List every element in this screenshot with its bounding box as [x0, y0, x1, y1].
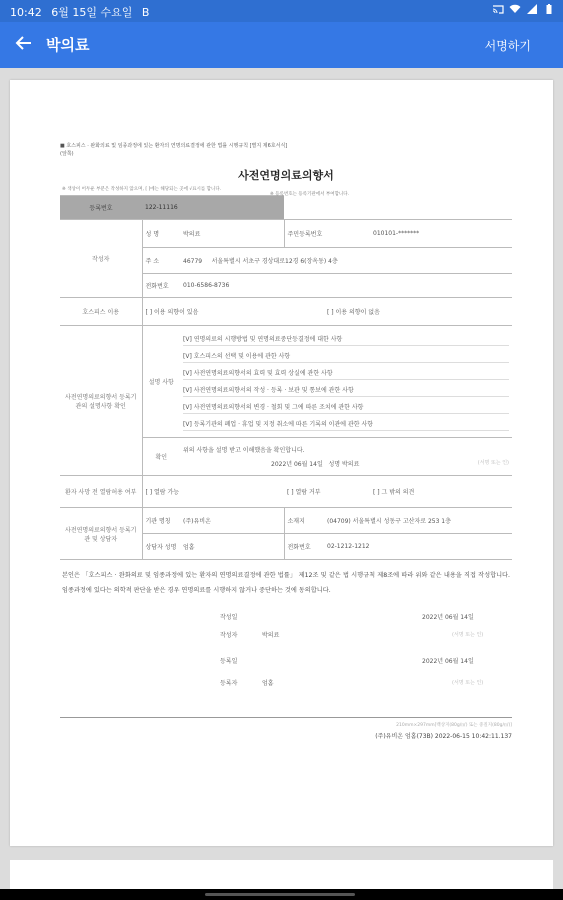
- registrar-name: 엄홈: [262, 680, 274, 687]
- law-page-side: (앞쪽): [60, 151, 74, 157]
- system-nav-bar: [0, 889, 563, 900]
- cast-icon: [492, 3, 504, 15]
- hospice-no-option[interactable]: [ ] 이용 의향이 없음: [324, 298, 512, 326]
- hospice-yes-option[interactable]: [ ] 이용 의향이 있음: [142, 298, 324, 326]
- explain-item: [V] 사전연명의료의향서의 효력 및 효력 상실에 관한 사항: [183, 367, 509, 380]
- page-title: 박의료: [46, 36, 90, 54]
- view-permission-label: 환자 사망 전 열람허용 여부: [60, 476, 142, 508]
- org-phone-label: 전화번호: [284, 534, 324, 560]
- gesture-handle[interactable]: [205, 893, 355, 896]
- phone-value: 010-6586-8736: [180, 274, 512, 298]
- battery-icon: [543, 3, 555, 15]
- rrn-value: 010101-*******: [370, 220, 512, 248]
- explain-item: [V] 호스피스의 선택 및 이용에 관한 사항: [183, 350, 509, 363]
- advance-directive-form: [60, 142, 512, 740]
- paper-spec: 210mm×297mm[백상지(80g/㎡) 또는 중질지(80g/㎡)]: [396, 723, 512, 728]
- name-label: 성 명: [142, 220, 180, 248]
- phone-label: 전화번호: [142, 274, 180, 298]
- sign-button[interactable]: 서명하기: [484, 39, 531, 53]
- counselor-name: 엄홈: [180, 534, 284, 560]
- explain-item: [V] 사전연명의료의향서의 작성 · 등록 · 보관 및 통보에 관한 사항: [183, 384, 509, 397]
- form-note-left: ※ 색상이 어두운 부분은 작성하지 않으며, [ ]에는 해당되는 곳에 √표시를 합니다.: [62, 187, 222, 192]
- name-value: 박의료: [180, 220, 284, 248]
- explain-item: [V] 사전연명의료의향서의 변경 · 철회 및 그에 따른 조치에 관한 사항: [183, 401, 509, 414]
- consent-statement: 본인은 「호스피스 · 완화의료 및 임종과정에 있는 환자의 연명의료결정에 관한 법률」 제12조 및 같은 법 시행규칙 제8조에 따라 위와 같은 내용을 직접 작성합니다. 임종과정에 있다는 의학적 판단을 받은 경우 연명의료를 시행하지 않거나 중단하는 것에 동의합니다.: [62, 572, 510, 594]
- confirm-signature[interactable]: (서명 또는 인): [477, 460, 509, 466]
- org-phone-value: 02-1212-1212: [324, 534, 512, 560]
- wifi-icon: [509, 3, 521, 15]
- explain-items-label: 설명 사항: [142, 326, 180, 438]
- document-viewer[interactable]: [0, 68, 563, 890]
- status-extra: B: [141, 6, 150, 19]
- hospice-label: 호스피스 이용: [60, 298, 142, 326]
- org-name-value: (주)유비온: [180, 508, 284, 534]
- written-date-label: 작성일: [220, 614, 238, 621]
- app-bar: [0, 22, 563, 68]
- document-page: [10, 80, 553, 846]
- form-title: 사전연명의료의향서: [238, 169, 334, 182]
- registrar-signature[interactable]: (서명 또는 인): [452, 680, 484, 686]
- status-time: 10:42: [10, 6, 42, 19]
- explain-items-list: [183, 333, 509, 431]
- org-address-label: 소재지: [284, 508, 324, 534]
- confirm-date: 2022년 06월 14일: [271, 461, 323, 468]
- explain-item: [V] 등록기관의 폐업 · 휴업 및 지정 취소에 따른 기록의 이관에 관한 사항: [183, 418, 509, 431]
- signature-block: [60, 608, 512, 718]
- rrn-label: 주민등록번호: [284, 220, 370, 248]
- reg-number-value: 122-11116: [142, 196, 284, 220]
- view-allow-option[interactable]: [ ] 열람 가능: [142, 476, 284, 508]
- reg-date-label: 등록일: [220, 658, 238, 665]
- view-deny-option[interactable]: [ ] 열람 거부: [284, 476, 370, 508]
- confirm-label: 확인: [142, 438, 180, 476]
- view-other-option[interactable]: [ ] 그 밖의 의견: [370, 476, 512, 508]
- back-button[interactable]: [10, 31, 38, 59]
- registrar-label: 등록자: [220, 680, 238, 687]
- zip-code: 46779: [183, 258, 203, 265]
- signal-icon: [526, 3, 538, 15]
- writer-sign-label: 작성자: [220, 632, 238, 639]
- org-address-value: (04709) 서울특별시 성동구 고산자로 253 1층: [324, 508, 512, 534]
- org-name-label: 기관 명칭: [142, 508, 180, 534]
- written-date-value: 2022년 06월 14일: [422, 614, 474, 621]
- status-bar: [0, 0, 563, 22]
- confirm-name: 성명 박의료: [328, 461, 360, 468]
- explain-item: [V] 연명의료의 시행방법 및 연명의료중단등결정에 대한 사항: [183, 333, 509, 346]
- law-reference: ■ 호스피스 · 완화의료 및 임종과정에 있는 환자의 연명의료결정에 관한 법률 시행규칙 [별지 제6호서식]: [60, 143, 288, 149]
- form-note-right: ※ 등록번호는 등록기관에서 부여합니다.: [270, 192, 350, 197]
- address-value: 서울특별시 서초구 경상대로12경 6(장옥동) 4층: [211, 258, 338, 265]
- issue-stamp: (주)유비온 엄홈(73B) 2022-06-15 10:42:11.137: [375, 733, 512, 740]
- arrow-back-icon: [15, 34, 33, 56]
- writer-signature[interactable]: (서명 또는 인): [452, 632, 484, 638]
- confirm-text: 위의 사항을 설명 받고 이해했음을 확인합니다.: [183, 447, 305, 454]
- reg-date-value: 2022년 06월 14일: [422, 658, 474, 665]
- address-label: 주 소: [142, 248, 180, 274]
- form-table: [60, 195, 512, 560]
- reg-number-label: 등록번호: [60, 196, 142, 220]
- explain-section-label: 사전연명의료의향서 등록기관의 설명사항 확인: [60, 326, 142, 476]
- writer-sign-name: 박의료: [262, 632, 280, 639]
- counselor-label: 상담자 성명: [142, 534, 180, 560]
- status-date: 6월 15일 수요일: [51, 6, 133, 19]
- writer-section-label: 작성자: [60, 220, 142, 298]
- org-section-label: 사전연명의료의향서 등록기관 및 상담자: [60, 508, 142, 560]
